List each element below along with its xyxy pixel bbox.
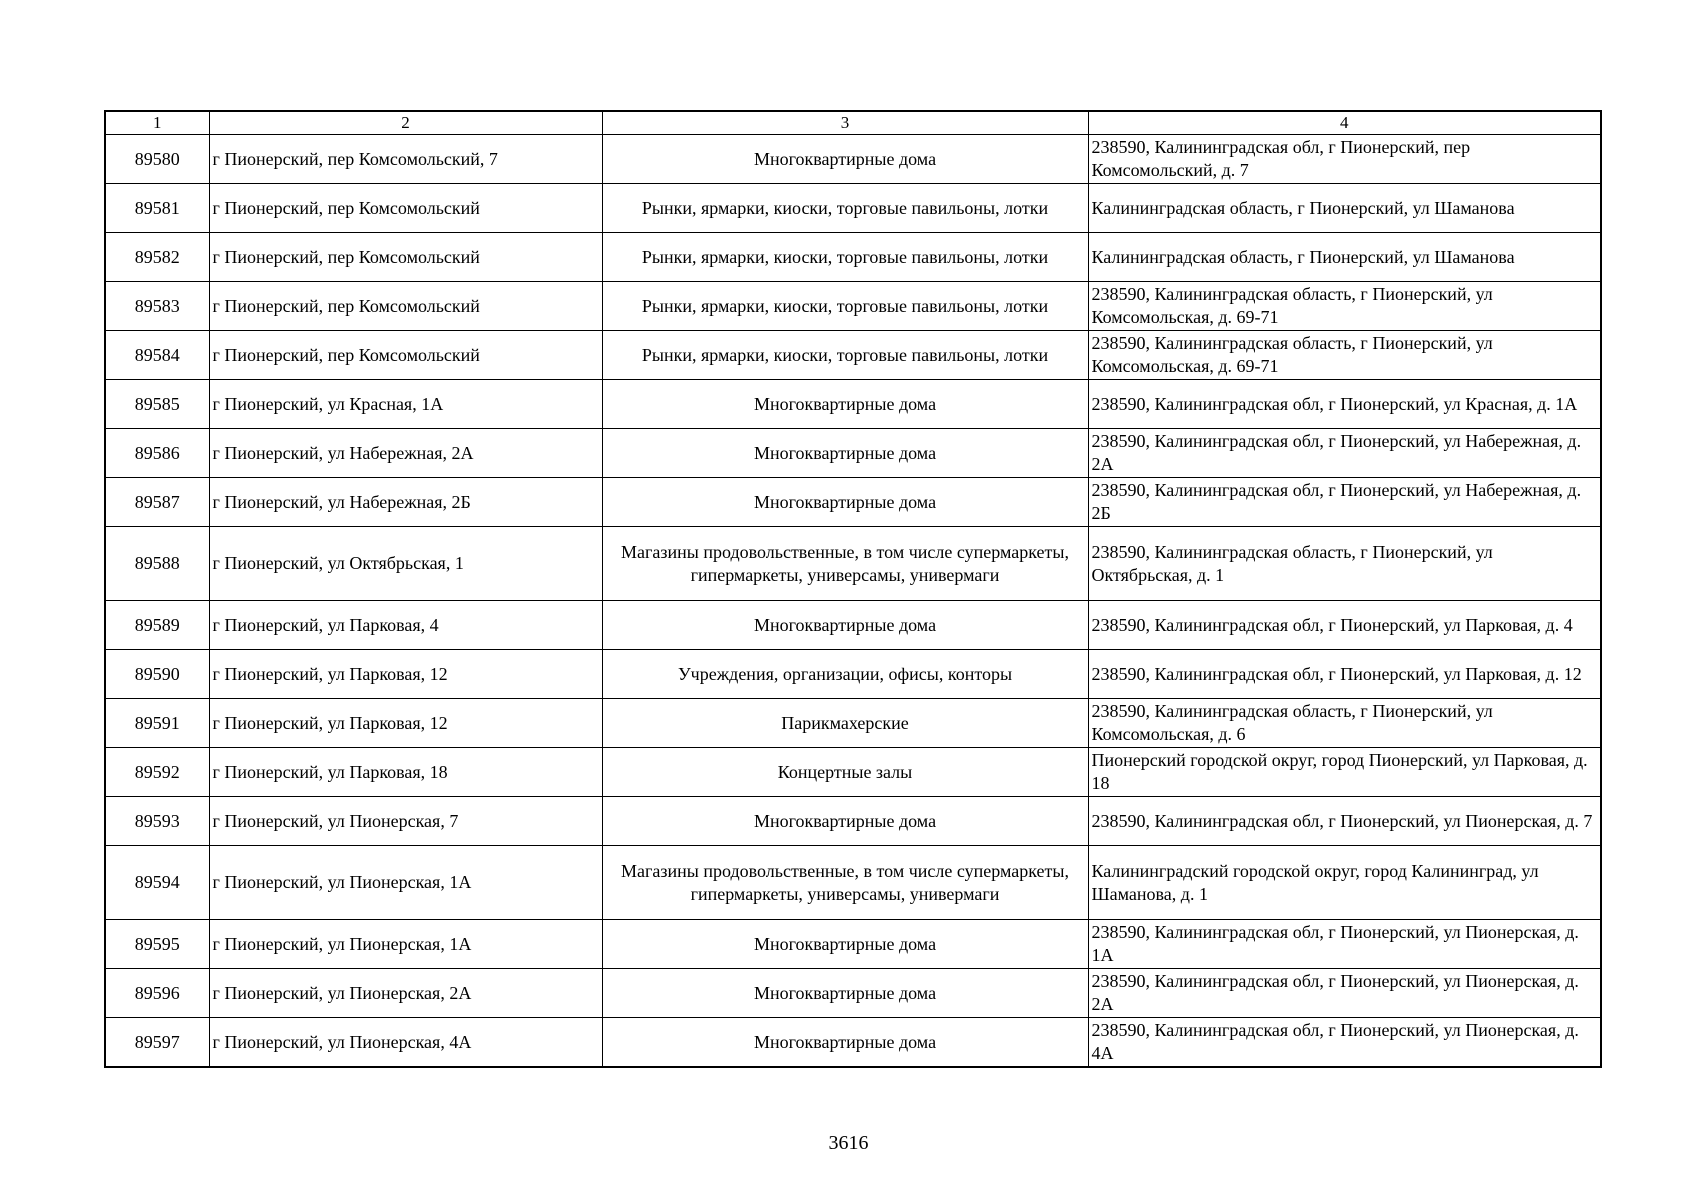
row-location: 238590, Калининградская обл, г Пионерский, ул Пионерская, д. 7 [1088, 797, 1601, 846]
table-row [105, 331, 1601, 380]
row-address: г Пионерский, ул Пионерская, 1А [209, 920, 602, 969]
row-address: г Пионерский, ул Пионерская, 2А [209, 969, 602, 1018]
row-address: г Пионерский, пер Комсомольский, 7 [209, 135, 602, 184]
row-type: Рынки, ярмарки, киоски, торговые павильоны, лотки [602, 282, 1088, 331]
row-type: Рынки, ярмарки, киоски, торговые павильоны, лотки [602, 233, 1088, 282]
row-address: г Пионерский, ул Пионерская, 1А [209, 846, 602, 920]
table-row [105, 969, 1601, 1018]
row-id: 89583 [105, 282, 209, 331]
row-address: г Пионерский, пер Комсомольский [209, 282, 602, 331]
row-type: Парикмахерские [602, 699, 1088, 748]
row-location: 238590, Калининградская область, г Пионерский, ул Октябрьская, д. 1 [1088, 527, 1601, 601]
table-row [105, 380, 1601, 429]
row-id: 89587 [105, 478, 209, 527]
row-address: г Пионерский, ул Пионерская, 7 [209, 797, 602, 846]
row-address: г Пионерский, ул Набережная, 2Б [209, 478, 602, 527]
row-id: 89593 [105, 797, 209, 846]
row-location: 238590, Калининградская обл, г Пионерский, ул Пионерская, д. 4А [1088, 1018, 1601, 1068]
row-type: Многоквартирные дома [602, 601, 1088, 650]
row-type: Многоквартирные дома [602, 380, 1088, 429]
row-address: г Пионерский, пер Комсомольский [209, 184, 602, 233]
header-cell-2: 2 [209, 111, 602, 135]
row-address: г Пионерский, ул Пионерская, 4А [209, 1018, 602, 1068]
row-type: Многоквартирные дома [602, 969, 1088, 1018]
header-row [105, 111, 1601, 135]
row-address: г Пионерский, ул Октябрьская, 1 [209, 527, 602, 601]
row-type: Концертные залы [602, 748, 1088, 797]
table-row [105, 478, 1601, 527]
row-address: г Пионерский, ул Красная, 1А [209, 380, 602, 429]
row-location: 238590, Калининградская область, г Пионерский, ул Комсомольская, д. 69-71 [1088, 282, 1601, 331]
row-type: Многоквартирные дома [602, 135, 1088, 184]
row-type: Магазины продовольственные, в том числе супермаркеты, гипермаркеты, универсамы, универмаги [602, 527, 1088, 601]
row-location: 238590, Калининградская обл, г Пионерский, ул Красная, д. 1А [1088, 380, 1601, 429]
row-address: г Пионерский, пер Комсомольский [209, 233, 602, 282]
row-type: Многоквартирные дома [602, 478, 1088, 527]
table-row [105, 184, 1601, 233]
row-id: 89591 [105, 699, 209, 748]
table-body [105, 111, 1601, 1067]
row-location: 238590, Калининградская обл, г Пионерский, ул Пионерская, д. 1А [1088, 920, 1601, 969]
row-type: Магазины продовольственные, в том числе супермаркеты, гипермаркеты, универсамы, универмаги [602, 846, 1088, 920]
row-location: 238590, Калининградская область, г Пионерский, ул Комсомольская, д. 69-71 [1088, 331, 1601, 380]
row-location: 238590, Калининградская обл, г Пионерский, ул Набережная, д. 2Б [1088, 478, 1601, 527]
row-id: 89584 [105, 331, 209, 380]
table-row [105, 1018, 1601, 1068]
table-row [105, 920, 1601, 969]
row-location: 238590, Калининградская обл, г Пионерский, ул Парковая, д. 4 [1088, 601, 1601, 650]
row-type: Многоквартирные дома [602, 797, 1088, 846]
row-address: г Пионерский, ул Парковая, 18 [209, 748, 602, 797]
table-row [105, 699, 1601, 748]
row-id: 89581 [105, 184, 209, 233]
row-id: 89580 [105, 135, 209, 184]
row-location: 238590, Калининградская обл, г Пионерский, ул Парковая, д. 12 [1088, 650, 1601, 699]
row-type: Многоквартирные дома [602, 429, 1088, 478]
row-id: 89586 [105, 429, 209, 478]
table-row [105, 748, 1601, 797]
row-address: г Пионерский, ул Парковая, 12 [209, 699, 602, 748]
row-id: 89595 [105, 920, 209, 969]
registry-table [104, 110, 1602, 1068]
row-type: Рынки, ярмарки, киоски, торговые павильоны, лотки [602, 331, 1088, 380]
table-row [105, 846, 1601, 920]
row-id: 89592 [105, 748, 209, 797]
row-location: 238590, Калининградская обл, г Пионерский, ул Набережная, д. 2А [1088, 429, 1601, 478]
row-address: г Пионерский, ул Парковая, 12 [209, 650, 602, 699]
row-location: Калининградская область, г Пионерский, ул Шаманова [1088, 184, 1601, 233]
table-row [105, 135, 1601, 184]
row-location: 238590, Калининградская область, г Пионерский, ул Комсомольская, д. 6 [1088, 699, 1601, 748]
row-type: Многоквартирные дома [602, 920, 1088, 969]
row-location: 238590, Калининградская обл, г Пионерский, ул Пионерская, д. 2А [1088, 969, 1601, 1018]
table-row [105, 797, 1601, 846]
row-location: Калининградский городской округ, город Калининград, ул Шаманова, д. 1 [1088, 846, 1601, 920]
row-address: г Пионерский, ул Парковая, 4 [209, 601, 602, 650]
row-id: 89594 [105, 846, 209, 920]
row-id: 89589 [105, 601, 209, 650]
row-id: 89596 [105, 969, 209, 1018]
table-row [105, 601, 1601, 650]
header-cell-3: 3 [602, 111, 1088, 135]
row-address: г Пионерский, ул Набережная, 2А [209, 429, 602, 478]
row-id: 89597 [105, 1018, 209, 1068]
table-row [105, 527, 1601, 601]
table-row [105, 429, 1601, 478]
table-row [105, 233, 1601, 282]
row-address: г Пионерский, пер Комсомольский [209, 331, 602, 380]
row-id: 89585 [105, 380, 209, 429]
header-cell-4: 4 [1088, 111, 1601, 135]
page-number: 3616 [828, 1132, 869, 1154]
row-id: 89588 [105, 527, 209, 601]
row-id: 89590 [105, 650, 209, 699]
header-cell-1: 1 [105, 111, 209, 135]
row-location: 238590, Калининградская обл, г Пионерский, пер Комсомольский, д. 7 [1088, 135, 1601, 184]
row-id: 89582 [105, 233, 209, 282]
row-location: Пионерский городской округ, город Пионерский, ул Парковая, д. 18 [1088, 748, 1601, 797]
table-row [105, 282, 1601, 331]
row-location: Калининградская область, г Пионерский, ул Шаманова [1088, 233, 1601, 282]
row-type: Рынки, ярмарки, киоски, торговые павильоны, лотки [602, 184, 1088, 233]
row-type: Многоквартирные дома [602, 1018, 1088, 1068]
row-type: Учреждения, организации, офисы, конторы [602, 650, 1088, 699]
table-row [105, 650, 1601, 699]
